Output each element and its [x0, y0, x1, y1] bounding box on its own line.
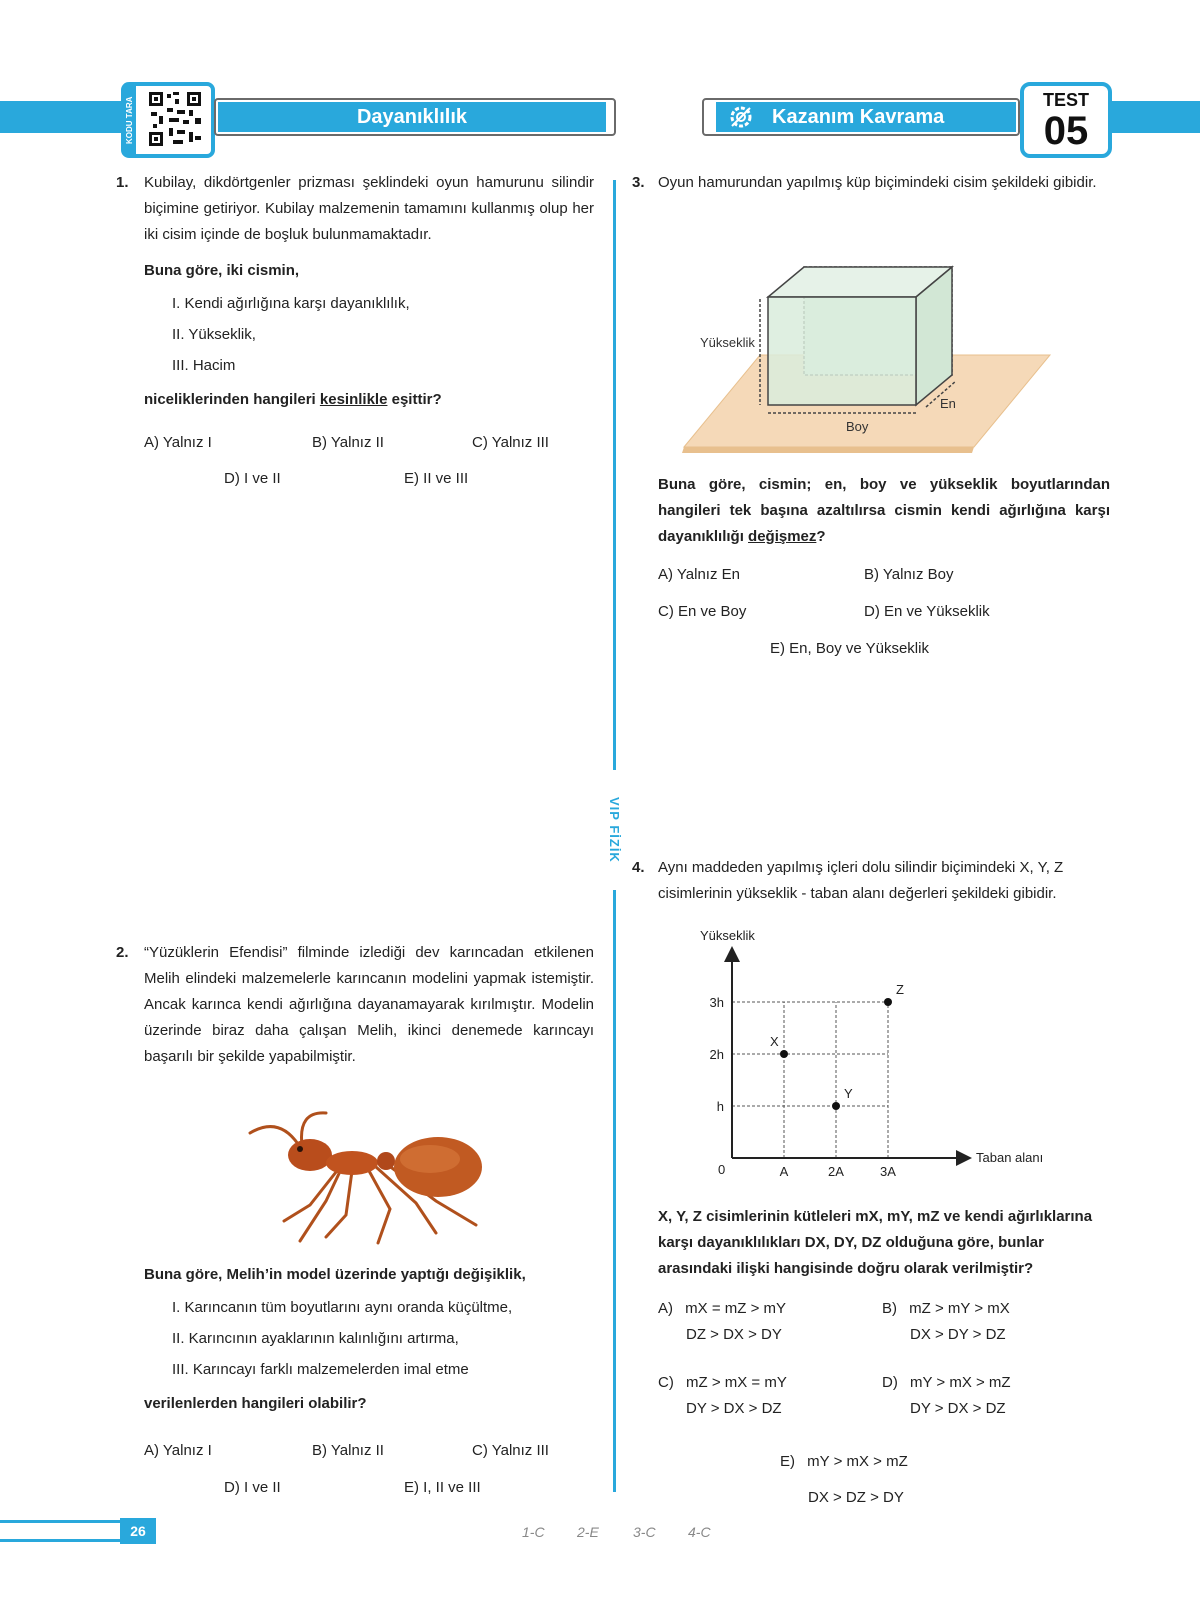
question-1: [116, 170, 594, 413]
height-label: Yükseklik: [700, 335, 755, 350]
question-prompt: [144, 387, 594, 413]
question-number: 3.: [632, 174, 645, 191]
option-durability-relation: DY > DX > DZ: [686, 1400, 782, 1417]
origin-label: 0: [718, 1162, 726, 1177]
vip-fizik-brand: VIP FİZİK: [602, 770, 626, 890]
point-label: X: [770, 1034, 779, 1049]
question-number: 1.: [116, 174, 129, 191]
q1-option-e[interactable]: E) II ve III: [404, 470, 469, 487]
x-tick-label: A: [779, 1164, 789, 1179]
question-3: [632, 170, 1110, 196]
q3-option-d[interactable]: D) En ve Yükseklik: [864, 603, 990, 620]
q4-option-c[interactable]: [658, 1370, 858, 1422]
question-text: “Yüzüklerin Efendisi” filminde izlediği dev karıncadan etkilenen Melih elindeki malzemelerle karıncanın modelini yapmak istemiştir. Ancak karınca kendi ağırlığına dayanamayarak kırılmıştır. Modelin üzerinde biraz daha çalışan Melih, ikinci denemede karıncayı başarılı bir şekilde yapabilmiştir.: [144, 944, 594, 1065]
q4-option-e[interactable]: [780, 1444, 1000, 1516]
statement-iii: III. Hacim: [172, 357, 236, 374]
header-band-left: [0, 101, 124, 133]
q4-option-b[interactable]: [882, 1296, 1102, 1348]
question-text: Aynı maddeden yapılmış içleri dolu silindir biçimindeki X, Y, Z cisimlerinin yükseklik - taban alanı değerleri şekildeki gibidir.: [658, 859, 1064, 902]
option-durability-relation: DZ > DX > DY: [686, 1326, 782, 1343]
q4-option-a[interactable]: [658, 1296, 858, 1348]
cube-figure: [680, 255, 1060, 465]
data-point-z: [884, 998, 892, 1006]
point-label: Z: [896, 982, 904, 997]
question-lead: Buna göre, Melih’in model üzerinde yaptığı değişiklik,: [144, 1266, 526, 1283]
q1-option-c[interactable]: C) Yalnız III: [472, 434, 549, 451]
option-mass-relation: mY > mX > mZ: [807, 1453, 908, 1470]
answer-key-3: 3-C: [633, 1524, 656, 1540]
qr-side-label: KODU TARA: [124, 86, 136, 154]
option-mass-relation: mX = mZ > mY: [685, 1300, 787, 1317]
prompt-text: Buna göre, cismin; en, boy ve yükseklik boyutlarından hangileri tek başına azaltılırsa cismin kendi ağırlığına karşı dayanıklılığı: [658, 476, 1110, 545]
answer-key-2: 2-E: [577, 1524, 599, 1540]
width-label: En: [940, 396, 956, 411]
question-number: 2.: [116, 944, 129, 961]
y-axis-label: Yükseklik: [700, 928, 755, 943]
statement-i: I. Kendi ağırlığına karşı dayanıklılık,: [172, 295, 410, 312]
data-point-y: [832, 1102, 840, 1110]
question-2: [116, 940, 594, 1070]
option-letter: B): [882, 1300, 897, 1317]
kazanim-title: Kazanım Kavrama: [716, 102, 1016, 132]
prompt-emphasis: değişmez: [748, 528, 817, 545]
x-tick-label: 2A: [828, 1164, 844, 1179]
option-letter: E): [780, 1453, 795, 1470]
question-lead: Buna göre, iki cismin,: [144, 262, 300, 279]
option-durability-relation: DX > DY > DZ: [910, 1326, 1006, 1343]
prompt-end: ?: [816, 528, 826, 545]
option-durability-relation: DX > DZ > DY: [808, 1489, 904, 1506]
x-tick-label: 3A: [880, 1164, 896, 1179]
question-4: [632, 855, 1110, 907]
q2-option-a[interactable]: A) Yalnız I: [144, 1442, 212, 1459]
length-label: Boy: [846, 419, 869, 434]
q1-option-a[interactable]: A) Yalnız I: [144, 434, 212, 451]
q3-option-e[interactable]: E) En, Boy ve Yükseklik: [770, 640, 929, 657]
q2-option-c[interactable]: C) Yalnız III: [472, 1442, 549, 1459]
page-number: 26: [120, 1518, 156, 1544]
question-number: 4.: [632, 859, 645, 876]
data-point-x: [780, 1050, 788, 1058]
option-mass-relation: mY > mX > mZ: [910, 1374, 1011, 1391]
header-band-right: [1108, 101, 1200, 133]
section-title: Dayanıklılık: [218, 102, 606, 132]
option-mass-relation: mZ > mY > mX: [909, 1300, 1010, 1317]
q3-option-c[interactable]: C) En ve Boy: [658, 603, 747, 620]
q4-prompt: X, Y, Z cisimlerinin kütleleri mX, mY, mZ ve kendi ağırlıklarına karşı dayanıklılıkları DX, DY, DZ olduğuna göre, bunlar arasındaki ilişki hangisinde doğru olarak verilmiştir?: [658, 1208, 1093, 1277]
footer-band: [0, 1520, 120, 1542]
prompt-text: niceliklerinden hangileri: [144, 391, 320, 408]
option-letter: A): [658, 1300, 673, 1317]
point-label: Y: [844, 1086, 853, 1101]
prompt-emphasis: kesinlikle: [319, 391, 388, 408]
answer-key-4: 4-C: [688, 1524, 711, 1540]
question-text: Oyun hamurundan yapılmış küp biçimindeki cisim şekildeki gibidir.: [658, 174, 1097, 191]
answer-key-1: 1-C: [522, 1524, 545, 1540]
q4-option-d[interactable]: [882, 1370, 1102, 1422]
q2-option-e[interactable]: E) I, II ve III: [404, 1479, 481, 1496]
ant-image: [240, 1105, 500, 1255]
option-mass-relation: mZ > mX = mY: [686, 1374, 787, 1391]
test-badge: [1020, 82, 1112, 158]
y-tick-label: h: [716, 1099, 724, 1114]
prompt-end: eşittir?: [387, 391, 442, 408]
statement-ii: II. Yükseklik,: [172, 326, 256, 343]
q2-body: [144, 1262, 594, 1417]
gear-icon: [726, 104, 756, 135]
y-tick-label: 2h: [709, 1047, 724, 1062]
question-prompt: verilenlerden hangileri olabilir?: [144, 1395, 367, 1412]
q3-option-b[interactable]: B) Yalnız Boy: [864, 566, 954, 583]
q1-option-d[interactable]: D) I ve II: [224, 470, 281, 487]
q1-option-b[interactable]: B) Yalnız II: [312, 434, 384, 451]
option-letter: D): [882, 1374, 898, 1391]
q2-option-d[interactable]: D) I ve II: [224, 1479, 281, 1496]
q2-option-b[interactable]: B) Yalnız II: [312, 1442, 384, 1459]
q3-option-a[interactable]: A) Yalnız En: [658, 566, 740, 583]
test-number: 05: [1043, 109, 1089, 153]
test-label: TEST: [1042, 90, 1089, 110]
x-axis-label: Taban alanı: [976, 1150, 1044, 1165]
chart-grid: [732, 1002, 888, 1158]
q3-prompt: [658, 472, 1110, 550]
option-letter: C): [658, 1374, 674, 1391]
height-area-chart: [690, 920, 1070, 1180]
statement-i: I. Karıncanın tüm boyutlarını aynı oranda küçültme,: [172, 1299, 513, 1316]
question-text: Kubilay, dikdörtgenler prizması şeklindeki oyun hamurunu silindir biçimine getiriyor. Kubilay malzemenin tamamını kullanmış olup her iki cisim içinde de boşluk bulunmamaktadır.: [144, 174, 594, 243]
option-durability-relation: DY > DX > DZ: [910, 1400, 1006, 1417]
y-tick-label: 3h: [709, 995, 724, 1010]
statement-iii: III. Karıncayı farklı malzemelerden imal etme: [172, 1361, 469, 1378]
statement-ii: II. Karıncının ayaklarının kalınlığını artırma,: [172, 1330, 459, 1347]
